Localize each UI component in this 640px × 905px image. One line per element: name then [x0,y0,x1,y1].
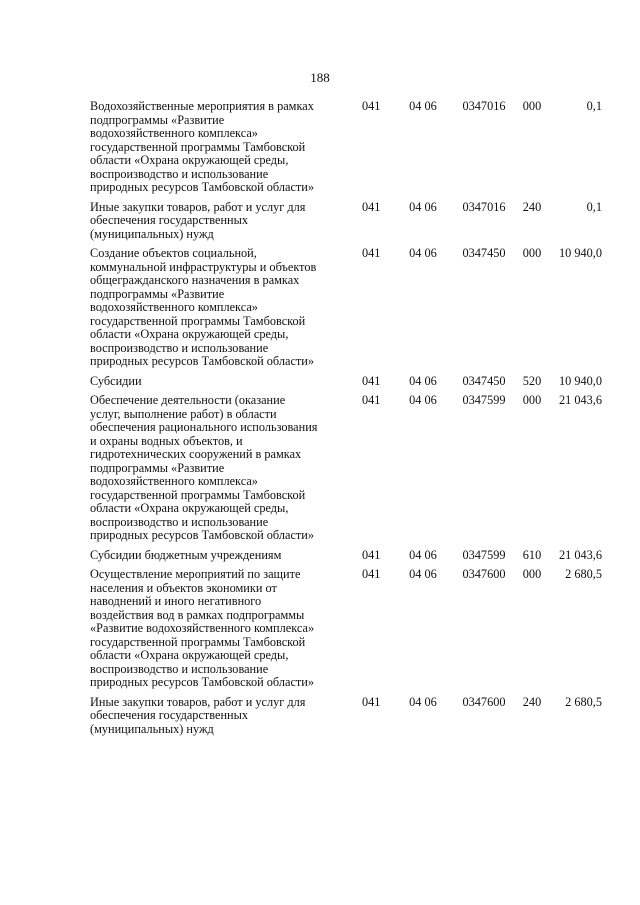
budget-table-body [90,100,602,742]
row-name-text: Водохозяйственные мероприятия в рамках подпрограммы «Развитие водохозяйственного комплекса» государственной программы Тамбовской области «Охрана окружающей среды, воспроизводство и использование природных ресурсов Тамбовской области» [90,99,315,194]
row-sum: 10 940,0 [558,373,602,388]
row-expense-type-code: 520 [522,373,542,388]
row-target-code: 0347016 [462,199,506,214]
row-expense-type-code: 000 [522,567,542,581]
row-sum: 2 680,5 [565,567,602,581]
table-row [90,100,602,201]
row-sum: 0,1 [586,199,602,214]
row-target-code: 0347599 [462,393,506,407]
row-name [90,549,346,569]
row-target-code: 0347450 [462,246,506,260]
table-row [90,696,602,743]
budget-table [90,100,602,742]
table-row [90,568,602,696]
row-grbs-code: 041 [362,99,381,113]
table-row [90,549,602,569]
row-sum: 21 043,6 [558,393,602,407]
row-name-text: Создание объектов социальной, коммунальной инфраструктуры и объектов общегражданского назначения в рамках подпрограммы «Развитие водохозяйственного комплекса» государственной программы Тамбовской области «Охрана окружающей среды, воспроизводство и использование природных ресурсов Тамбовской области» [90,246,317,368]
row-sum: 2 680,5 [565,694,602,709]
row-section-code: 04 06 [409,567,437,581]
row-name-text: Иные закупки товаров, работ и услуг для обеспечения государственных (муниципальных) нужд [90,199,306,241]
row-name [90,394,346,549]
row-section-code: 04 06 [409,393,437,407]
row-expense-type-code: 000 [522,393,542,407]
row-grbs-code: 041 [362,199,381,214]
row-name-text: Субсидии [90,373,142,388]
row-grbs-code: 041 [362,246,381,260]
row-grbs-code: 041 [362,547,381,562]
row-section-code: 04 06 [409,373,437,388]
row-name [90,201,346,248]
table-row [90,375,602,395]
row-name-text: Осуществление мероприятий по защите населения и объектов экономики от наводнений и иного негативного воздействия вод в рамках подпрограммы «Развитие водохозяйственного комплекса» государственной программы Тамбовской области «Охрана окружающей среды, воспроизводство и использование природных ресурсов Тамбовской области» [90,567,315,689]
row-name [90,696,346,743]
row-target-code: 0347450 [462,373,506,388]
row-section-code: 04 06 [409,99,437,113]
row-section-code: 04 06 [409,199,437,214]
row-name-text: Иные закупки товаров, работ и услуг для обеспечения государственных (муниципальных) нужд [90,694,306,736]
row-section-code: 04 06 [409,547,437,562]
row-name [90,247,346,375]
row-sum: 10 940,0 [558,246,602,260]
row-target-code: 0347600 [462,567,506,581]
row-name-text: Обеспечение деятельности (оказание услуг, выполнение работ) в области обеспечения рационального использования и охраны водных объектов, и гидротехнических сооружений в рамках подпрограммы «Развитие водохозяйственного комплекса» государственной программы Тамбовской области «Охрана окружающей среды, воспроизводство и использование природных ресурсов Тамбовской области» [90,393,318,542]
row-target-code: 0347600 [462,694,506,709]
row-name [90,100,346,201]
table-row [90,201,602,248]
row-section-code: 04 06 [409,246,437,260]
row-sum: 21 043,6 [558,547,602,562]
row-expense-type-code: 000 [522,99,542,113]
row-grbs-code: 041 [362,373,381,388]
row-grbs-code: 041 [362,567,381,581]
row-name [90,568,346,696]
page-number: 188 [310,70,330,85]
table-row [90,394,602,549]
row-target-code: 0347599 [462,547,506,562]
row-expense-type-code: 240 [522,694,542,709]
table-row [90,247,602,375]
row-name [90,375,346,395]
row-expense-type-code: 000 [522,246,542,260]
row-expense-type-code: 240 [522,199,542,214]
row-section-code: 04 06 [409,694,437,709]
row-grbs-code: 041 [362,694,381,709]
row-name-text: Субсидии бюджетным учреждениям [90,547,282,562]
row-sum: 0,1 [586,99,602,113]
row-expense-type-code: 610 [522,547,542,562]
row-grbs-code: 041 [362,393,381,407]
row-target-code: 0347016 [462,99,506,113]
